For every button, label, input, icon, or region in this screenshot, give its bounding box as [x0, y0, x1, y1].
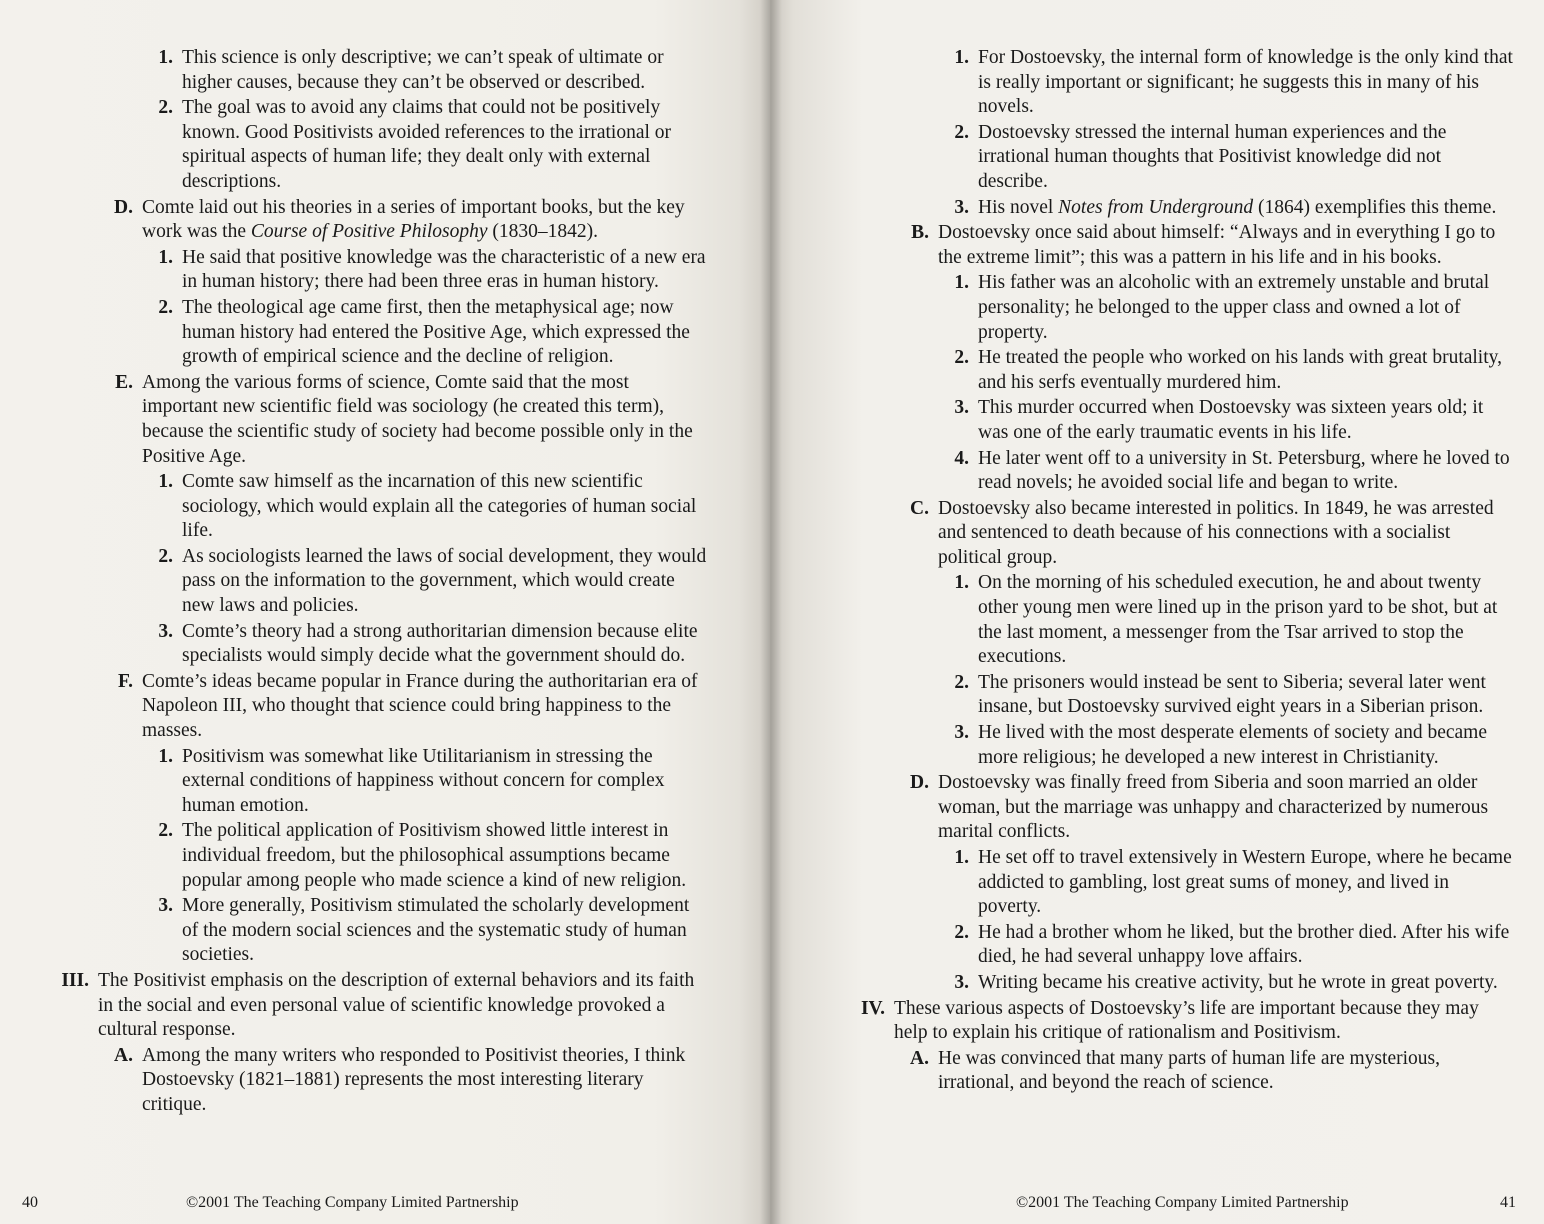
outline-item-level-2	[854, 221, 1514, 270]
outline-text: The Positivist emphasis on the description of external behaviors and its faith in the social and even personal value of scientific knowledge provoked a cultural response.	[98, 969, 695, 1041]
outline-marker: 2.	[954, 921, 969, 943]
outline-item-level-3	[854, 346, 1514, 395]
outline-text: Dostoevsky also became interested in politics. In 1849, he was arrested and sentenced to death because of his connections with a socialist political group.	[938, 497, 1494, 568]
outline-marker: 3.	[158, 895, 173, 917]
outline-text: Dostoevsky stressed the internal human experiences and the irrational human thoughts that Positivist knowledge did not describe.	[978, 121, 1447, 192]
outline-marker: 1.	[158, 246, 173, 268]
outline-marker: 1.	[158, 471, 173, 493]
outline-text: His novel Notes from Underground (1864) exemplifies this theme.	[978, 196, 1497, 218]
outline-marker: 2.	[954, 347, 969, 369]
outline-text: Comte’s ideas became popular in France during the authoritarian era of Napoleon III, who thought that science could bring happiness to the masses.	[142, 670, 698, 742]
outline-marker: 1.	[954, 272, 969, 294]
outline-text: His father was an alcoholic with an extremely unstable and brutal personality; he belonged to the upper class and owned a lot of property.	[978, 272, 1490, 343]
outline-text: He set off to travel extensively in Western Europe, where he became addicted to gambling, lost great sums of money, and lived in poverty.	[978, 847, 1512, 918]
outline-text: More generally, Positivism stimulated the scholarly development of the modern social sciences and the systematic study of human societies.	[182, 895, 690, 966]
outline-item-level-3	[854, 846, 1514, 920]
outline-item-level-3	[854, 196, 1514, 221]
outline-item-level-2	[854, 497, 1514, 571]
outline-marker: 3.	[158, 620, 173, 642]
page-number: 41	[1500, 1194, 1516, 1211]
outline-text: As sociologists learned the laws of social development, they would pass on the information to the government, which would create new laws and policies.	[182, 545, 707, 617]
left-page	[0, 0, 770, 1224]
outline-item-level-3	[58, 620, 708, 669]
outline-marker: F.	[118, 670, 133, 692]
outline-marker: 3.	[954, 196, 969, 218]
right-page-outline	[854, 46, 1514, 1097]
outline-text: Writing became his creative activity, but he wrote in great poverty.	[978, 971, 1498, 993]
outline-text: The political application of Positivism showed little interest in individual freedom, but the philosophical assumptions became popular among people who made science a kind of new religion.	[182, 820, 687, 891]
outline-marker: 4.	[954, 447, 969, 469]
outline-marker: III.	[61, 969, 89, 991]
outline-text: Among the various forms of science, Comte said that the most important new scientific field was sociology (he created this term), because the scientific study of society had become possible only in the Positive Age.	[142, 371, 693, 467]
outline-text: This science is only descriptive; we can’t speak of ultimate or higher causes, because they can’t be observed or described.	[182, 47, 664, 93]
outline-item-level-2	[854, 771, 1514, 845]
outline-text: These various aspects of Dostoevsky’s life are important because they may help to explain his critique of rationalism and Positivism.	[894, 997, 1479, 1044]
outline-marker: A.	[910, 1047, 929, 1069]
outline-text: This murder occurred when Dostoevsky was sixteen years old; it was one of the early traumatic events in his life.	[978, 397, 1484, 443]
outline-marker: 1.	[954, 572, 969, 594]
right-page	[770, 0, 1544, 1224]
outline-marker: 2.	[158, 97, 173, 119]
outline-text: Comte’s theory had a strong authoritarian dimension because elite specialists would simply decide what the government should do.	[182, 620, 698, 667]
outline-item-level-3	[58, 46, 708, 95]
outline-item-level-3	[854, 396, 1514, 445]
outline-text: The prisoners would instead be sent to Siberia; several later went insane, but Dostoevsky survived eight years in a Siberian prison.	[978, 671, 1486, 718]
outline-text: Dostoevsky once said about himself: “Always and in everything I go to the extreme limit”; this was a pattern in his life and in his books.	[938, 222, 1496, 268]
outline-item-level-2	[58, 371, 708, 469]
outline-marker: 2.	[158, 545, 173, 567]
outline-text: Comte laid out his theories in a series of important books, but the key work was the Course of Positive Philosophy (1830–1842).	[142, 196, 685, 243]
outline-item-level-3	[854, 271, 1514, 345]
outline-marker: 1.	[954, 847, 969, 868]
outline-item-level-3	[854, 971, 1514, 996]
outline-text: Among the many writers who responded to Positivist theories, I think Dostoevsky (1821–1881) represents the most interesting literary critique.	[142, 1044, 686, 1115]
outline-item-level-3	[58, 96, 708, 194]
outline-text: On the morning of his scheduled execution, he and about twenty other young men were lined up in the prison yard to be shot, but at the last moment, a messenger from the Tsar arrived to stop the executions.	[978, 572, 1498, 668]
outline-text: He treated the people who worked on his lands with great brutality, and his serfs eventually murdered him.	[978, 347, 1503, 393]
outline-item-level-3	[58, 894, 708, 968]
outline-text: He said that positive knowledge was the characteristic of a new era in human history; there had been three eras in human history.	[182, 246, 706, 293]
outline-item-level-3	[854, 46, 1514, 120]
outline-item-level-2	[58, 670, 708, 744]
copyright-footer: ©2001 The Teaching Company Limited Partnership	[186, 1194, 519, 1211]
copyright-footer: ©2001 The Teaching Company Limited Partnership	[1016, 1194, 1349, 1211]
outline-marker: 1.	[158, 47, 173, 68]
outline-marker: A.	[114, 1044, 133, 1066]
outline-marker: B.	[911, 222, 929, 244]
outline-item-level-3	[854, 571, 1514, 669]
outline-text: The goal was to avoid any claims that could not be positively known. Good Positivists avoided references to the irrational or spiritual aspects of human life; they dealt only with external descriptions.	[182, 97, 672, 192]
outline-marker: IV.	[860, 997, 885, 1019]
outline-marker: E.	[115, 371, 133, 393]
outline-marker: D.	[114, 196, 133, 218]
outline-item-level-2	[58, 196, 708, 245]
outline-item-level-3	[854, 447, 1514, 496]
outline-text: For Dostoevsky, the internal form of knowledge is the only kind that is really important or significant; he suggests this in many of his novels.	[978, 47, 1513, 118]
outline-text: He had a brother whom he liked, but the brother died. After his wife died, he had several unhappy love affairs.	[978, 921, 1510, 968]
outline-marker: 2.	[158, 296, 173, 318]
outline-item-level-3	[58, 246, 708, 295]
outline-item-level-1	[854, 997, 1514, 1046]
outline-item-level-3	[58, 470, 708, 544]
outline-item-level-3	[854, 921, 1514, 970]
outline-text: He was convinced that many parts of human life are mysterious, irrational, and beyond the reach of science.	[938, 1047, 1440, 1094]
outline-marker: 2.	[954, 121, 969, 143]
outline-item-level-1	[58, 969, 708, 1043]
outline-marker: 3.	[954, 397, 969, 419]
left-page-outline	[58, 46, 708, 1119]
outline-text: Comte saw himself as the incarnation of this new scientific sociology, which would explain all the categories of human social life.	[182, 471, 697, 542]
outline-marker: 1.	[158, 745, 173, 767]
outline-item-level-3	[58, 545, 708, 619]
outline-marker: D.	[910, 772, 929, 794]
outline-item-level-2	[58, 1044, 708, 1118]
outline-marker: C.	[910, 497, 929, 519]
book-gutter	[760, 0, 782, 1224]
outline-text: Dostoevsky was finally freed from Siberia and soon married an older woman, but the marriage was unhappy and characterized by numerous marital conflicts.	[938, 772, 1489, 843]
outline-text: The theological age came first, then the metaphysical age; now human history had entered the Positive Age, which expressed the growth of empirical science and the decline of religion.	[182, 296, 690, 368]
outline-marker: 2.	[158, 820, 173, 842]
outline-item-level-3	[854, 121, 1514, 195]
outline-marker: 3.	[954, 722, 969, 744]
outline-marker: 2.	[954, 671, 969, 693]
outline-marker: 1.	[954, 47, 969, 68]
outline-item-level-3	[854, 721, 1514, 770]
outline-item-level-3	[58, 296, 708, 370]
outline-text: He later went off to a university in St. Petersburg, where he loved to read novels; he avoided social life and began to write.	[978, 447, 1510, 494]
outline-text: Positivism was somewhat like Utilitarianism in stressing the external conditions of happiness without concern for complex human emotion.	[182, 745, 665, 816]
outline-item-level-2	[854, 1047, 1514, 1096]
outline-item-level-3	[58, 745, 708, 819]
outline-marker: 3.	[954, 971, 969, 993]
outline-item-level-3	[854, 671, 1514, 720]
outline-item-level-3	[58, 819, 708, 893]
outline-text: He lived with the most desperate elements of society and became more religious; he developed a new interest in Christianity.	[978, 722, 1487, 768]
page-number: 40	[22, 1194, 38, 1211]
